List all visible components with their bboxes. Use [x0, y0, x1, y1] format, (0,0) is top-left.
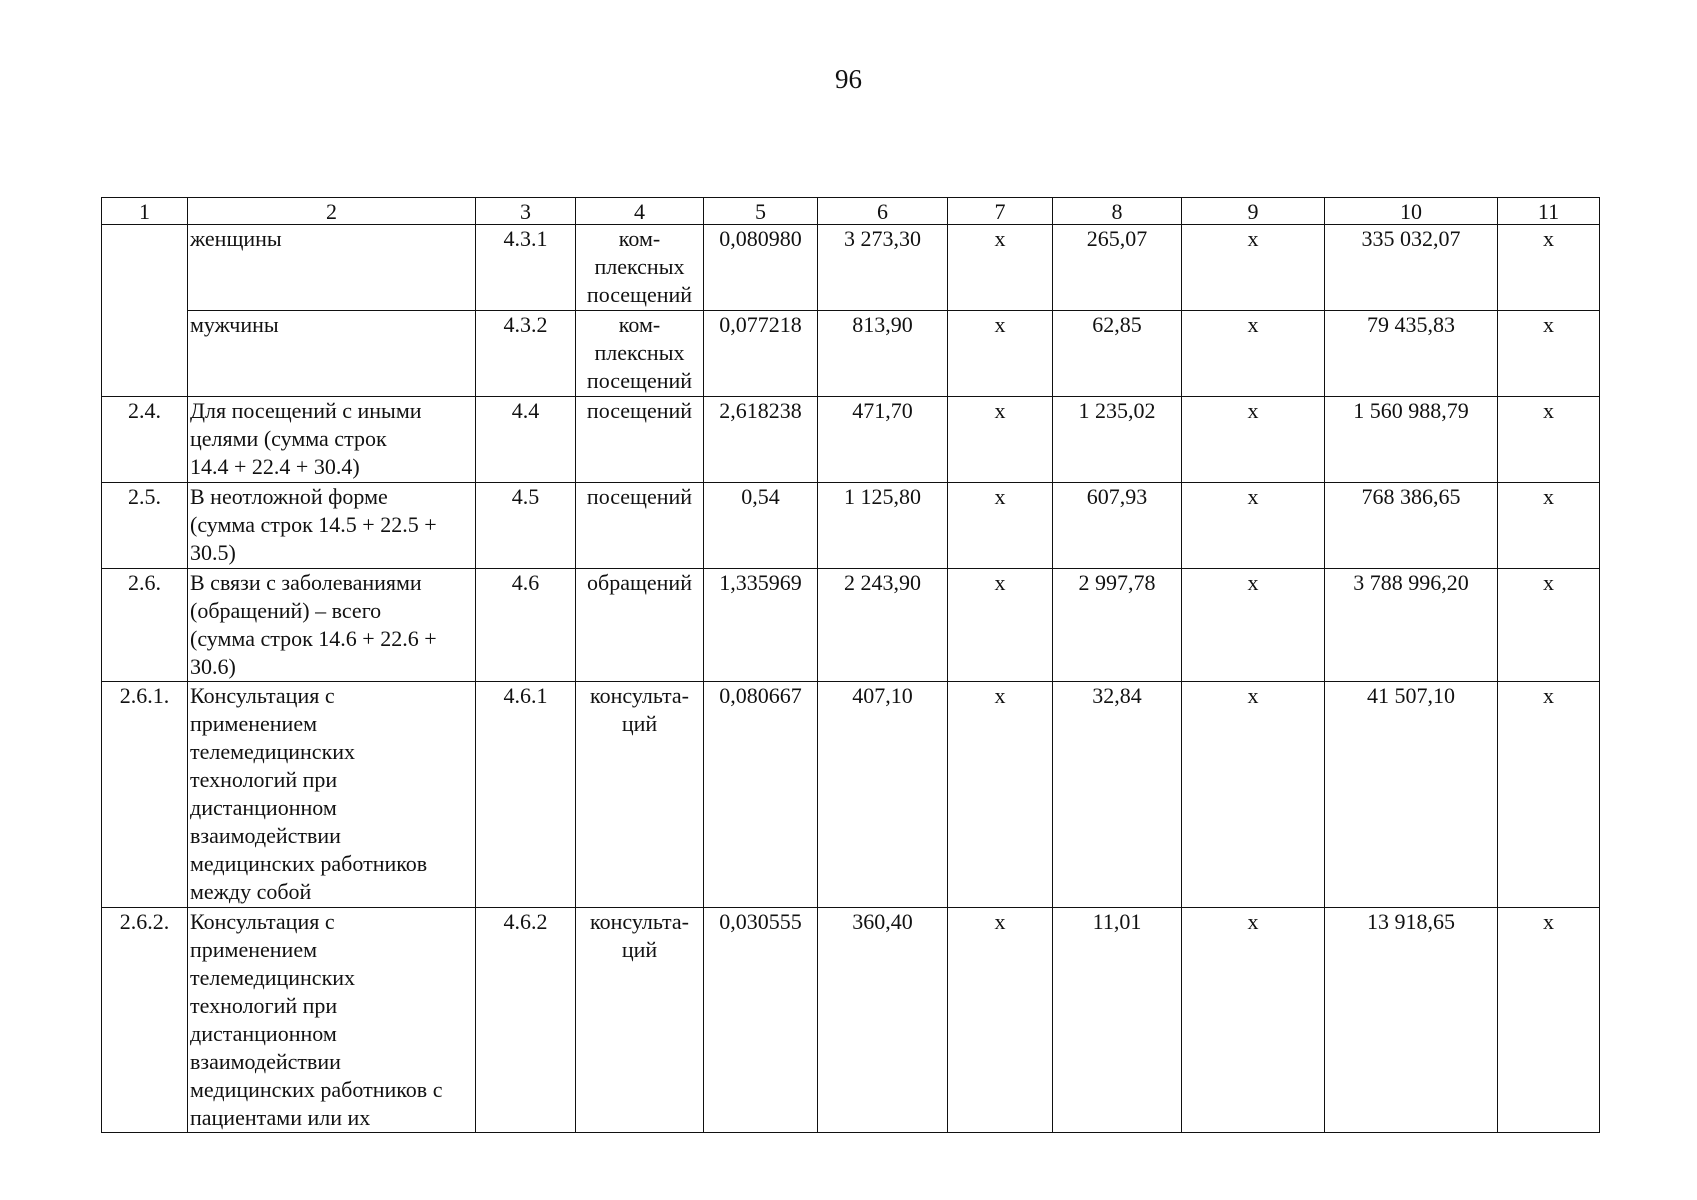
col6-cell: 3 273,30	[818, 225, 948, 311]
column-number: 3	[476, 198, 576, 225]
row-code-cell: 4.4	[476, 397, 576, 483]
col7-cell: х	[948, 908, 1053, 1133]
col8-cell: 62,85	[1053, 311, 1182, 397]
col6-cell: 813,90	[818, 311, 948, 397]
row-number-cell: 2.6.2.	[102, 908, 188, 1133]
col5-cell: 0,080667	[704, 682, 818, 908]
unit-line: посещений	[586, 398, 693, 423]
row-label-cell	[188, 682, 476, 908]
row-label-cell	[188, 569, 476, 682]
col5-cell: 1,335969	[704, 569, 818, 682]
table-row	[102, 483, 1600, 569]
col7-cell: х	[948, 569, 1053, 682]
unit-cell	[576, 225, 704, 311]
row-code-cell: 4.3.1	[476, 225, 576, 311]
row-label-line: женщины	[190, 226, 282, 251]
row-label-line: взаимодействии	[190, 1049, 341, 1074]
col10-cell: 768 386,65	[1325, 483, 1498, 569]
col10-cell: 41 507,10	[1325, 682, 1498, 908]
row-label-cell	[188, 908, 476, 1133]
col11-cell: х	[1498, 225, 1600, 311]
unit-cell	[576, 483, 704, 569]
column-number-row	[102, 198, 1600, 225]
col8-cell: 1 235,02	[1053, 397, 1182, 483]
col11-cell: х	[1498, 908, 1600, 1133]
col8-cell: 32,84	[1053, 682, 1182, 908]
row-label-line: В неотложной форме	[190, 484, 388, 509]
column-number: 10	[1325, 198, 1498, 225]
row-label-line: между собой	[190, 879, 312, 904]
unit-line: ций	[621, 711, 658, 736]
row-label-line: 14.4 + 22.4 + 30.4)	[190, 454, 360, 479]
page-number: 96	[835, 64, 862, 94]
row-label-line: 30.5)	[190, 540, 236, 565]
col9-cell: х	[1182, 682, 1325, 908]
row-label-line: взаимодействии	[190, 823, 341, 848]
row-number-cell	[102, 225, 188, 397]
table-row	[102, 682, 1600, 908]
col6-cell: 1 125,80	[818, 483, 948, 569]
col5-cell: 0,077218	[704, 311, 818, 397]
col10-cell: 79 435,83	[1325, 311, 1498, 397]
row-label-line: Для посещений с иными	[190, 398, 422, 423]
unit-line: посещений	[586, 282, 693, 307]
col8-cell: 2 997,78	[1053, 569, 1182, 682]
col9-cell: х	[1182, 483, 1325, 569]
col5-cell: 0,54	[704, 483, 818, 569]
col11-cell: х	[1498, 397, 1600, 483]
col7-cell: х	[948, 397, 1053, 483]
row-label-line: целями (сумма строк	[190, 426, 387, 451]
row-label-line: медицинских работников с	[190, 1077, 443, 1102]
col5-cell: 2,618238	[704, 397, 818, 483]
col10-cell: 13 918,65	[1325, 908, 1498, 1133]
row-code-cell: 4.6.2	[476, 908, 576, 1133]
row-number-cell: 2.6.1.	[102, 682, 188, 908]
row-label-line: пациентами или их	[190, 1105, 371, 1130]
col7-cell: х	[948, 311, 1053, 397]
col6-cell: 2 243,90	[818, 569, 948, 682]
column-number: 6	[818, 198, 948, 225]
col9-cell: х	[1182, 397, 1325, 483]
row-number-cell: 2.4.	[102, 397, 188, 483]
row-label-line: применением	[190, 711, 318, 736]
col7-cell: х	[948, 483, 1053, 569]
column-number: 2	[188, 198, 476, 225]
row-code-cell: 4.3.2	[476, 311, 576, 397]
row-code-cell: 4.5	[476, 483, 576, 569]
column-number: 9	[1182, 198, 1325, 225]
col10-cell: 335 032,07	[1325, 225, 1498, 311]
row-label-line: телемедицинских	[190, 739, 356, 764]
unit-cell	[576, 682, 704, 908]
col7-cell: х	[948, 225, 1053, 311]
col11-cell: х	[1498, 682, 1600, 908]
col6-cell: 360,40	[818, 908, 948, 1133]
row-code-cell: 4.6	[476, 569, 576, 682]
row-label-line: технологий при	[190, 767, 338, 792]
col5-cell: 0,080980	[704, 225, 818, 311]
unit-cell	[576, 908, 704, 1133]
row-label-cell	[188, 225, 476, 311]
unit-line: посещений	[586, 368, 693, 393]
data-table	[101, 197, 1600, 1133]
row-label-line: Консультация с	[190, 909, 335, 934]
col9-cell: х	[1182, 311, 1325, 397]
row-label-line: дистанционном	[190, 1021, 337, 1046]
unit-line: ций	[621, 937, 658, 962]
unit-cell	[576, 397, 704, 483]
row-label-line: применением	[190, 937, 318, 962]
row-label-cell	[188, 397, 476, 483]
column-number: 5	[704, 198, 818, 225]
table-row	[102, 397, 1600, 483]
column-number: 11	[1498, 198, 1600, 225]
row-label-line: Консультация с	[190, 683, 335, 708]
unit-line: посещений	[586, 484, 693, 509]
col8-cell: 607,93	[1053, 483, 1182, 569]
col11-cell: х	[1498, 483, 1600, 569]
row-label-line: В связи с заболеваниями	[190, 570, 422, 595]
row-label-line: (обращений) – всего	[190, 598, 382, 623]
column-number: 7	[948, 198, 1053, 225]
unit-line: обращений	[587, 570, 692, 595]
row-number-cell: 2.5.	[102, 483, 188, 569]
table-row	[102, 569, 1600, 682]
row-label-cell	[188, 483, 476, 569]
col9-cell: х	[1182, 225, 1325, 311]
table-row	[102, 908, 1600, 1133]
col7-cell: х	[948, 682, 1053, 908]
table-row	[102, 225, 1600, 311]
row-label-line: технологий при	[190, 993, 338, 1018]
unit-line: ком-	[618, 226, 661, 251]
col11-cell: х	[1498, 569, 1600, 682]
row-label-line: дистанционном	[190, 795, 337, 820]
row-label-line: мужчины	[190, 312, 279, 337]
unit-cell	[576, 311, 704, 397]
col11-cell: х	[1498, 311, 1600, 397]
col10-cell: 3 788 996,20	[1325, 569, 1498, 682]
row-label-line: телемедицинских	[190, 965, 356, 990]
unit-line: плексных	[594, 254, 685, 279]
col9-cell: х	[1182, 569, 1325, 682]
column-number: 1	[102, 198, 188, 225]
unit-cell	[576, 569, 704, 682]
column-number: 4	[576, 198, 704, 225]
unit-line: консульта-	[590, 683, 689, 708]
table-row	[102, 311, 1600, 397]
unit-line: ком-	[618, 312, 661, 337]
row-number-cell: 2.6.	[102, 569, 188, 682]
col8-cell: 265,07	[1053, 225, 1182, 311]
col5-cell: 0,030555	[704, 908, 818, 1133]
unit-line: консульта-	[590, 909, 689, 934]
row-label-line: (сумма строк 14.5 + 22.5 +	[190, 512, 437, 537]
unit-line: плексных	[594, 340, 685, 365]
col6-cell: 471,70	[818, 397, 948, 483]
row-code-cell: 4.6.1	[476, 682, 576, 908]
row-label-line: (сумма строк 14.6 + 22.6 +	[190, 626, 437, 651]
col8-cell: 11,01	[1053, 908, 1182, 1133]
col10-cell: 1 560 988,79	[1325, 397, 1498, 483]
column-number: 8	[1053, 198, 1182, 225]
col6-cell: 407,10	[818, 682, 948, 908]
row-label-cell	[188, 311, 476, 397]
col9-cell: х	[1182, 908, 1325, 1133]
row-label-line: медицинских работников	[190, 851, 428, 876]
row-label-line: 30.6)	[190, 654, 236, 679]
